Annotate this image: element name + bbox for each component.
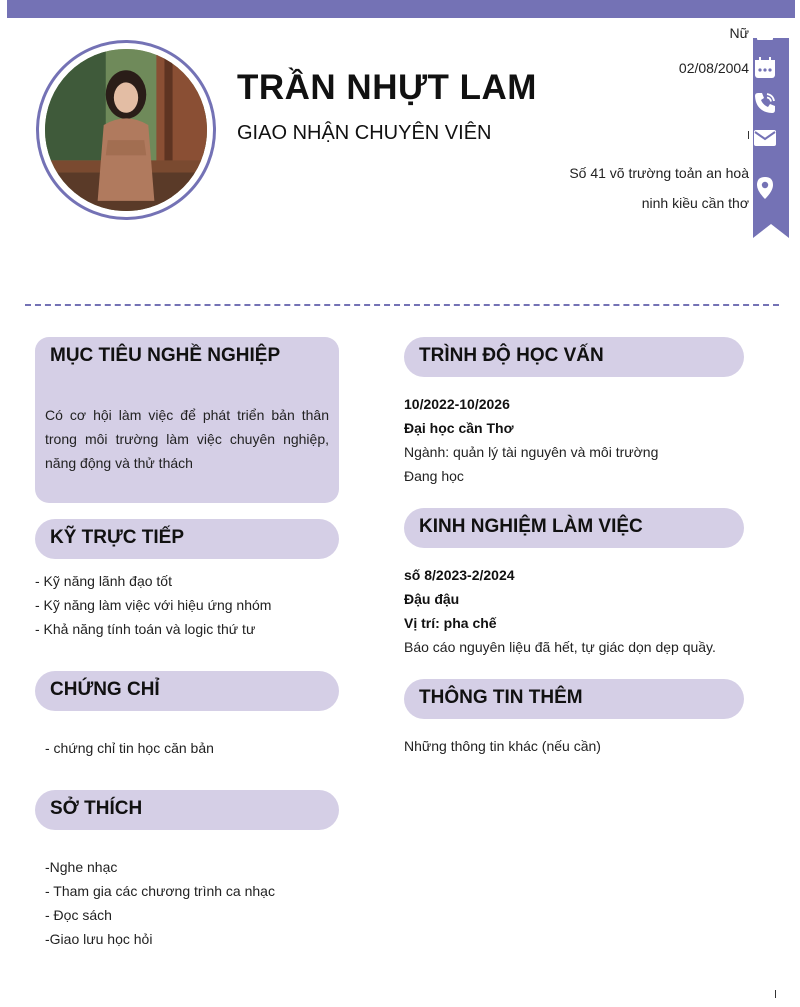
education-school: Đại học cần Thơ [404, 420, 514, 436]
certificates-title: CHỨNG CHỈ [35, 671, 339, 711]
job-title: GIAO NHẬN CHUYÊN VIÊN [237, 122, 492, 144]
phone-icon [753, 91, 777, 115]
dob-value: 02/08/2004 [678, 60, 749, 76]
skills-title: KỸ TRỰC TIẾP [35, 519, 339, 559]
hobby-item: -Giao lưu học hỏi [45, 931, 153, 947]
profile-photo-illustration [45, 49, 207, 211]
education-period: 10/2022-10/2026 [404, 396, 510, 412]
address-line-2: ninh kiều cần thơ [641, 195, 749, 211]
avatar [36, 40, 216, 220]
contact-ribbon [753, 38, 789, 238]
user-icon [753, 34, 777, 58]
location-icon [753, 176, 777, 200]
email-icon [753, 126, 777, 150]
education-major: Ngành: quản lý tài nguyên và môi trường [404, 444, 659, 460]
skill-item: - Khả năng tính toán và logic thứ tư [35, 621, 256, 637]
top-bar [7, 0, 795, 18]
experience-position: Vị trí: pha chế [404, 615, 497, 631]
header-divider [25, 304, 779, 306]
career-goal-text: Có cơ hội làm việc để phát triển bản thân trong môi trường làm việc chuyên nghiệp, năng động và thử thách [45, 407, 329, 471]
skill-item: - Kỹ năng làm việc với hiệu ứng nhóm [35, 597, 272, 613]
address-line-1: Số 41 võ trường toản an hoà [569, 165, 749, 181]
certificate-item: - chứng chỉ tin học căn bản [45, 740, 214, 756]
calendar-icon [753, 56, 777, 80]
page-mark [775, 990, 776, 998]
empty-field-mark [748, 131, 749, 139]
hobbies-title: SỞ THÍCH [35, 790, 339, 830]
education-title: TRÌNH ĐỘ HỌC VẤN [404, 337, 744, 377]
additional-info-text: Những thông tin khác (nếu cần) [404, 738, 601, 754]
career-goal-title: MỤC TIÊU NGHỀ NGHIỆP [50, 345, 281, 366]
experience-company: Đậu đậu [404, 591, 460, 607]
education-status: Đang học [404, 468, 464, 484]
additional-info-title: THÔNG TIN THÊM [404, 679, 744, 719]
full-name: TRẦN NHỰT LAM [237, 68, 537, 107]
hobby-item: - Tham gia các chương trình ca nhạc [45, 883, 275, 899]
hobby-item: -Nghe nhạc [45, 859, 118, 875]
gender-value: Nữ [729, 25, 749, 41]
skill-item: - Kỹ năng lãnh đạo tốt [35, 573, 172, 589]
hobby-item: - Đọc sách [45, 907, 112, 923]
experience-title: KINH NGHIỆM LÀM VIỆC [404, 508, 744, 548]
experience-period: số 8/2023-2/2024 [404, 567, 515, 583]
profile-photo [45, 49, 207, 211]
experience-description: Báo cáo nguyên liệu đã hết, tự giác dọn dẹp quầy. [404, 639, 716, 655]
